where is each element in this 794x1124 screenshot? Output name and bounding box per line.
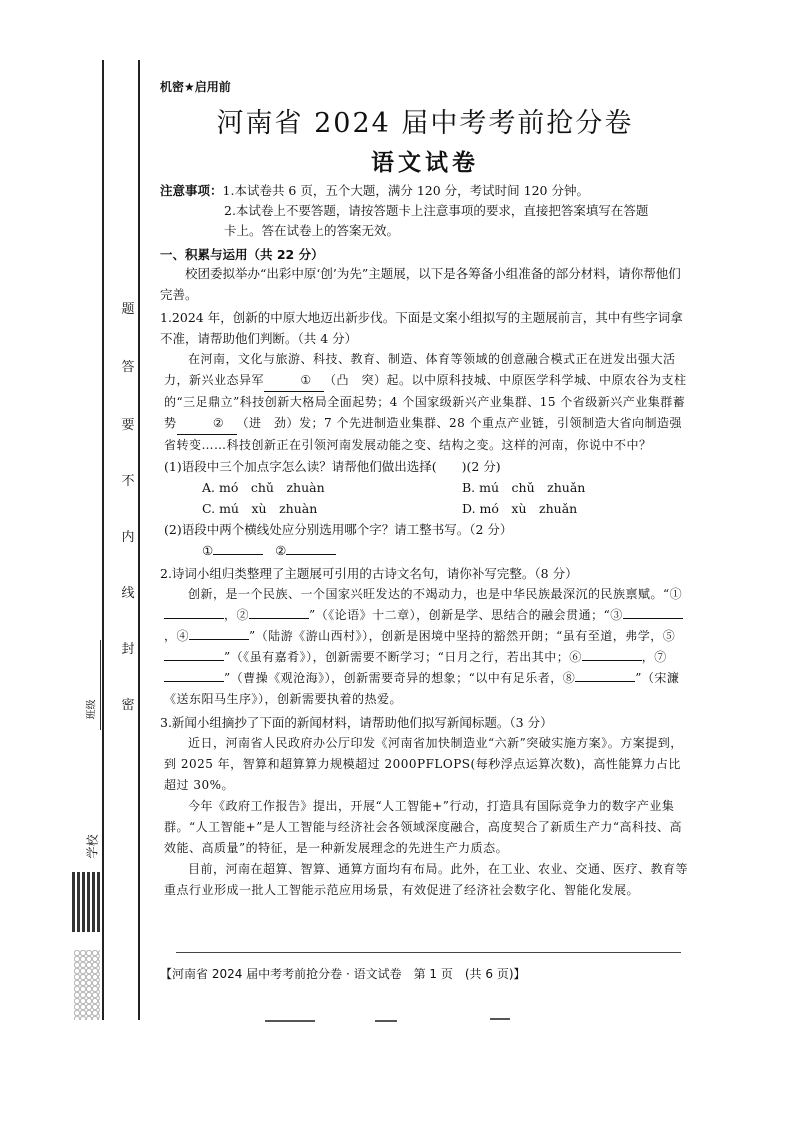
bottom-scrawl-1	[265, 1020, 315, 1022]
q2-blank-3	[623, 618, 683, 619]
option-d: D. mó xù zhuǎn	[462, 501, 578, 516]
q2-blank-7	[164, 681, 224, 682]
notes-item-1: 1.本试卷共 6 页，五个大题，满分 120 分，考试时间 120 分钟。	[222, 183, 589, 198]
passage-part-b: （凸 突）起。以中原科技城、中原医学科学城、中原农谷为支柱的“三足鼎立”科技创新大格局全面起势；4 个国家级新兴产业集群、15 个省级新兴产业集群蓄势	[164, 373, 687, 430]
class-label: 班级	[86, 699, 98, 720]
q2-blank-1	[164, 618, 224, 619]
section-heading: 一、积累与运用（共 22 分）	[160, 247, 324, 262]
question-1-sub-2: (2)语段中两个横线处应分别选用哪个字？请工整书写。（2 分）	[164, 522, 513, 537]
q2-text-4: ，④	[164, 629, 190, 643]
question-2-stem: 2.诗词小组归类整理了主题展可引用的古诗文名句，请你补写完整。（8 分）	[160, 566, 578, 581]
binding-char-ti: 题	[121, 302, 135, 317]
binding-char-nei: 内	[121, 530, 135, 545]
notes-block	[160, 181, 690, 241]
school-label: 学校	[85, 834, 100, 859]
q2-text-7: ，⑦	[641, 650, 667, 664]
question-3-para-2: 今年《政府工作报告》提出，开展“人工智能+”行动，打造具有国际竞争力的数字产业集群。“人工智能+”是人工智能与经济社会各领域深度融合，高度契合了新质生产力“高科技、高效能、高质量”的特征，是一种新发展理念的先进生产力质态。	[164, 799, 682, 855]
binding-char-da: 答	[121, 360, 135, 375]
question-1-passage	[160, 349, 690, 456]
bubble-grid-icon	[74, 950, 100, 1020]
q2-blank-6	[582, 660, 642, 661]
confidential-mark: 机密★启用前	[160, 80, 231, 94]
bottom-scrawl-3	[490, 1018, 510, 1020]
q2-blank-5	[164, 660, 224, 661]
binding-char-mi: 密	[121, 698, 135, 713]
passage-part-c: （进 劲）发；7 个先进制造业集群、28 个重点产业链，引领制造大省向制造强省转变……科技创新正在引领河南发展动能之变、结构之变。这样的河南，你说中不中？	[164, 416, 683, 452]
question-3-para-3: 目前，河南在超算、智算、通算方面均有布局。此外，在工业、农业、交通、医疗、教育等重点行业形成一批人工智能示范应用场景，有效促进了经济社会数字化、智能化发展。	[164, 862, 689, 897]
notes-label: 注意事项：	[160, 183, 223, 198]
binding-line-left	[102, 60, 104, 1020]
exam-subtitle: 语文试卷	[371, 150, 479, 176]
option-a: A. mó chǔ zhuàn	[202, 480, 325, 495]
question-2-passage	[160, 584, 690, 710]
question-3-stem: 3.新闻小组摘抄了下面的新闻材料，请帮助他们拟写新闻标题。（3 分）	[160, 715, 553, 730]
bottom-scrawl-2	[375, 1020, 397, 1022]
q2-text-2: ，②	[224, 608, 250, 622]
q2-blank-2	[249, 618, 309, 619]
answer-1-label: ①	[202, 543, 214, 558]
question-1-answers	[160, 540, 690, 561]
blank-2: ②	[177, 413, 237, 435]
page-footer: 【河南省 2024 届中考考前抢分卷 · 语文试卷 第 1 页 (共 6 页)】	[160, 967, 526, 981]
answer-1-line	[213, 554, 263, 555]
binding-char-yao: 要	[121, 418, 135, 433]
passage-part-a: 在河南，文化与旅游、科技、教育、制造、体育等领域的创意融合模式正在迸发出强大活力，新兴业态异军	[164, 352, 676, 387]
notes-item-2: 2.本试卷上不要答题，请按答题卡上注意事项的要求，直接把答案填写在答题	[224, 203, 649, 218]
q2-text-1: 创新，是一个民族、一个国家兴旺发达的不竭动力，也是中华民族最深沉的民族禀赋。“①	[188, 587, 683, 601]
question-1-stem: 1.2024 年，创新的中原大地迈出新步伐。下面是文案小组拟写的主题展前言，其中有些字词拿不准，请帮助他们判断。（共 4 分）	[160, 310, 683, 346]
qr-code-icon	[72, 872, 102, 932]
q2-blank-8	[575, 681, 635, 682]
class-underline	[100, 640, 101, 730]
binding-char-feng: 封	[121, 642, 135, 657]
q2-blank-4	[189, 639, 249, 640]
section-intro: 校团委拟举办“出彩中原‘创’为先”主题展，以下是各筹备小组准备的部分材料，请你帮他们完善。	[160, 266, 681, 302]
binding-char-bu: 不	[121, 474, 135, 489]
option-b: B. mú chǔ zhuǎn	[462, 480, 586, 495]
binding-line-right	[138, 60, 140, 1020]
q2-text-9: ”（宋濂《送东阳马生序》），创新需要执着的热爱。	[164, 671, 680, 706]
option-c: C. mú xù zhuàn	[202, 501, 318, 516]
exam-title: 河南省 2024 届中考考前抢分卷	[216, 108, 634, 139]
binding-char-xian: 线	[121, 586, 135, 601]
question-1-options	[160, 477, 690, 519]
answer-2-label: ②	[275, 543, 287, 558]
q2-text-5: ”（陆游《游山西村》），创新是困境中坚持的豁然开朗；“虽有至道，弗学，⑤	[249, 629, 676, 643]
q2-text-6: ”（《虽有嘉肴》），创新需要不断学习；“日月之行，若出其中；⑥	[224, 650, 582, 664]
footer-rule	[176, 952, 681, 953]
blank-1: ①	[264, 370, 324, 392]
question-3-para-1: 近日，河南省人民政府办公厅印发《河南省加快制造业“六新”突破实施方案》。方案提到，到 2025 年，智算和超算算力规模超过 2000PFLOPS(每秒浮点运算次数)，高性能算力占比超过 30%。	[164, 736, 683, 792]
q2-text-8: ”（曹操《观沧海》），创新需要奇异的想象；“以中有足乐者，⑧	[224, 671, 576, 685]
answer-2-line	[286, 554, 336, 555]
notes-item-2b: 卡上。答在试卷上的答案无效。	[224, 223, 400, 238]
q2-text-3: ”（《论语》十二章），创新是学、思结合的融会贯通；“③	[309, 608, 623, 622]
exam-page	[160, 78, 690, 901]
question-1-sub-1: (1)语段中三个加点字怎么读？请帮他们做出选择( )(2 分)	[164, 459, 501, 474]
